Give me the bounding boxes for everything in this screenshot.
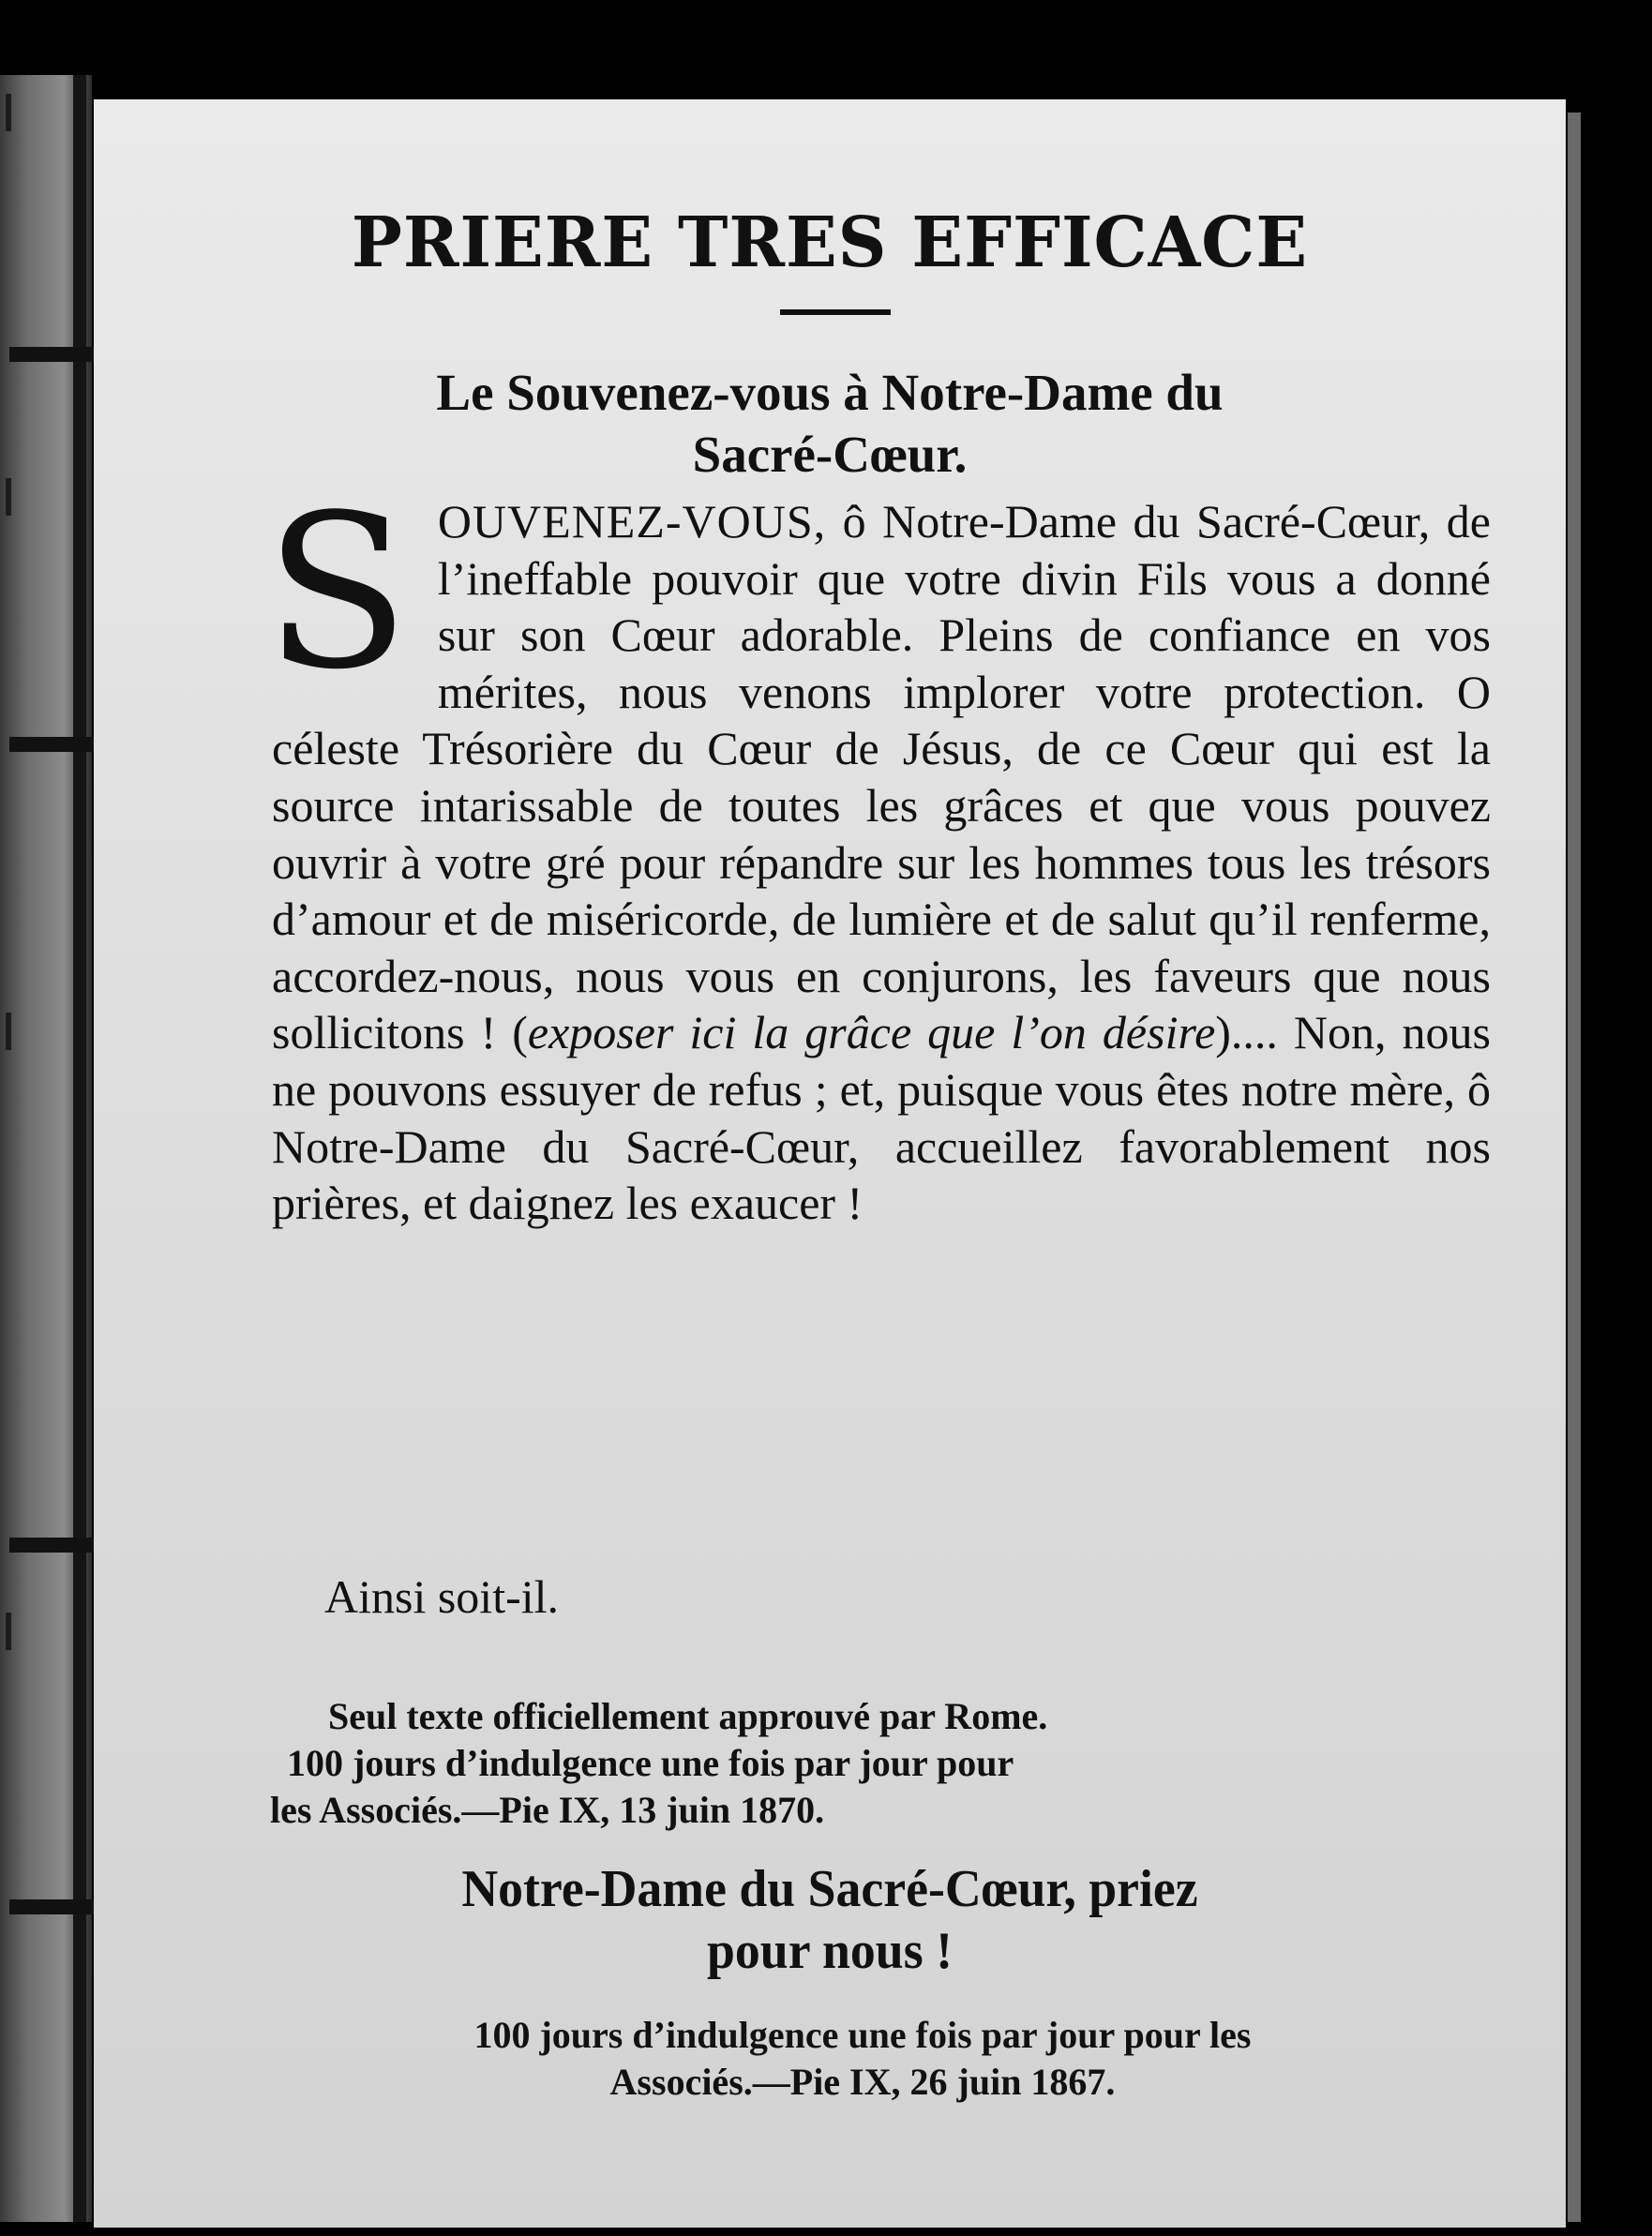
prayer-heading	[94, 362, 1566, 486]
invocation	[123, 1858, 1536, 1982]
prayer-heading-line: Le Souvenez-vous à Notre-Dame du	[436, 364, 1224, 421]
approval-line: Seul texte officiellement approuvé par Rome.	[328, 1695, 1048, 1737]
indulgence-line: 100 jours d’indulgence une fois par jour pour les	[473, 2014, 1252, 2056]
indulgence-note	[244, 2012, 1481, 2106]
prayer-body: ô Notre-Dame du Sacré-Cœur, de l’ineffable pouvoir que votre divin Fils vous a donné sur son Cœur adorable. Pleins de confiance en vos mérites, nous venons implorer votre protection. O céleste Trésorière du Cœur de Jésus, de ce Cœur qui est la source intarissable de toutes les grâces et que vous pouvez ouvrir à votre gré pour répandre sur les hommes tous les trésors d’amour et de miséricorde, de lumière et de salut qu’il renferme, accordez-nous, nous vous en conjurons, les faveurs que nous sollicitons ! (	[272, 495, 1491, 1059]
indulgence-line: Associés.—Pie IX, 26 juin 1867.	[609, 2061, 1116, 2103]
binding-stitch	[6, 478, 11, 516]
binding-gutter	[0, 75, 92, 2222]
prayer-first-word: OUVENEZ-VOUS,	[437, 495, 827, 548]
prayer-text	[264, 470, 1492, 1232]
page-title: PRIERE TRES EFFICACE	[351, 203, 1309, 283]
prayer-italic-instruction: exposer ici la grâce que l’on désire	[527, 1006, 1216, 1059]
binding-stitch	[6, 1613, 11, 1650]
binding-stitch	[6, 1013, 11, 1050]
page-edge	[1568, 113, 1581, 2222]
approval-line: 100 jours d’indulgence une fois par jour pour	[287, 1742, 1014, 1784]
prayer-body-end: ).... Non, nous ne pouvons essuyer de refus ; et, puisque vous êtes notre mère, ô Notre-Dame du Sacré-Cœur, accueillez favorablement nos prières, et daignez les exaucer !	[272, 1006, 1492, 1230]
title-divider	[780, 309, 891, 315]
drop-cap: S	[264, 470, 410, 716]
invocation-line: Notre-Dame du Sacré-Cœur, priez	[461, 1860, 1198, 1918]
prayer-heading-line: Sacré-Cœur.	[692, 426, 968, 483]
printed-page	[94, 99, 1566, 2228]
approval-note	[270, 1693, 1489, 1834]
invocation-line: pour nous !	[707, 1922, 953, 1980]
binding-stitch	[6, 94, 11, 131]
approval-line: les Associés.—Pie IX, 13 juin 1870.	[270, 1789, 825, 1831]
prayer-closing: Ainsi soit-il.	[324, 1570, 560, 1623]
